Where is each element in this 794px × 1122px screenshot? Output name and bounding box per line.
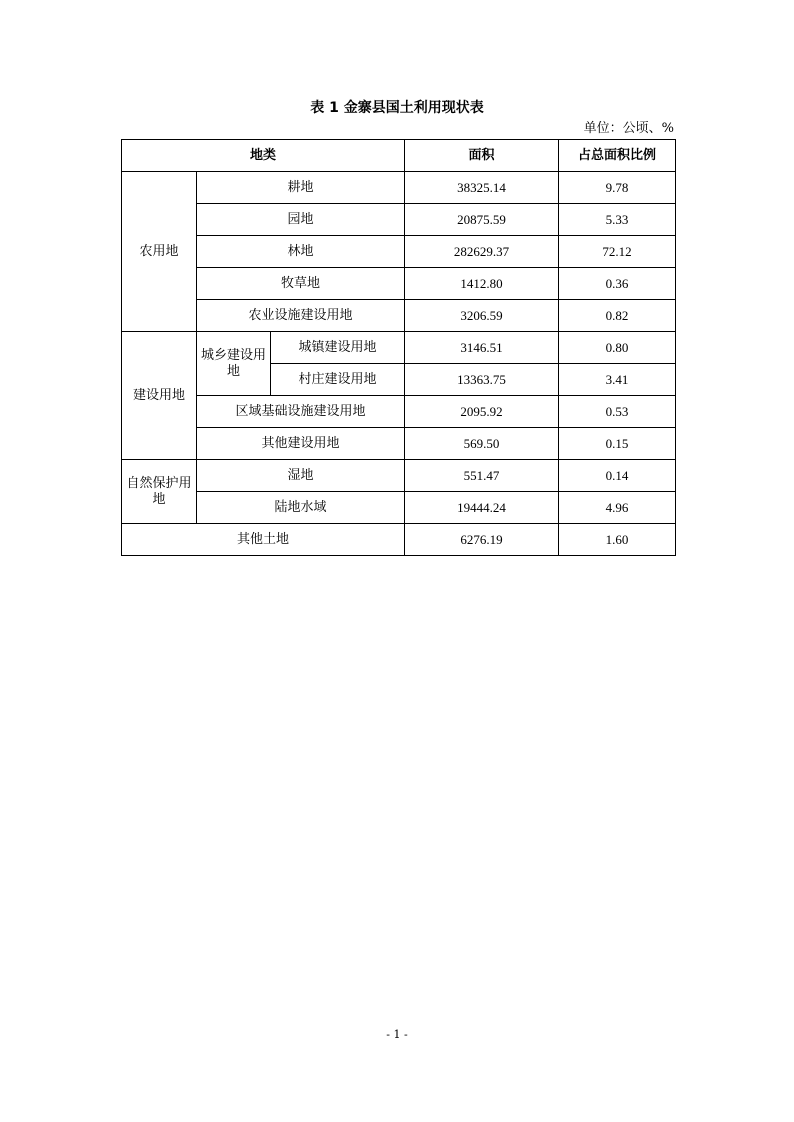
table-row [122, 204, 676, 236]
row-area: 569.50 [405, 428, 559, 460]
row-percent: 0.15 [559, 428, 676, 460]
unit-label: 单位：公顷、% [583, 121, 674, 136]
row-percent: 5.33 [559, 204, 676, 236]
table-row [122, 524, 676, 556]
row-percent: 0.53 [559, 396, 676, 428]
land-use-table [121, 139, 676, 556]
row-name: 村庄建设用地 [271, 364, 405, 396]
row-area: 20875.59 [405, 204, 559, 236]
row-name: 湿地 [197, 460, 405, 492]
header-category: 地类 [122, 140, 405, 172]
row-percent: 1.60 [559, 524, 676, 556]
subgroup-urban-rural: 城乡建设用地 [197, 332, 271, 396]
row-area: 2095.92 [405, 396, 559, 428]
row-area: 3206.59 [405, 300, 559, 332]
row-area: 3146.51 [405, 332, 559, 364]
row-name: 园地 [197, 204, 405, 236]
row-percent: 0.36 [559, 268, 676, 300]
row-area: 1412.80 [405, 268, 559, 300]
row-area: 38325.14 [405, 172, 559, 204]
group-nature-protection: 自然保护用地 [122, 460, 197, 524]
table-row [122, 332, 676, 364]
row-area: 551.47 [405, 460, 559, 492]
row-name: 其他建设用地 [197, 428, 405, 460]
row-name: 林地 [197, 236, 405, 268]
row-area: 282629.37 [405, 236, 559, 268]
table-title: 表 1 金寨县国土利用现状表 [310, 100, 484, 116]
row-percent: 0.82 [559, 300, 676, 332]
table-row [122, 268, 676, 300]
table-row [122, 492, 676, 524]
row-area: 19444.24 [405, 492, 559, 524]
row-name: 农业设施建设用地 [197, 300, 405, 332]
group-agricultural: 农用地 [122, 172, 197, 332]
row-percent: 9.78 [559, 172, 676, 204]
table-row [122, 396, 676, 428]
row-name: 区域基础设施建设用地 [197, 396, 405, 428]
table-header-row [122, 140, 676, 172]
table-row [122, 428, 676, 460]
table-row [122, 236, 676, 268]
table-row [122, 172, 676, 204]
header-area: 面积 [405, 140, 559, 172]
group-construction: 建设用地 [122, 332, 197, 460]
row-name: 城镇建设用地 [271, 332, 405, 364]
row-name: 陆地水域 [197, 492, 405, 524]
row-name: 耕地 [197, 172, 405, 204]
row-name: 牧草地 [197, 268, 405, 300]
header-percent: 占总面积比例 [559, 140, 676, 172]
page-number: - 1 - [386, 1028, 408, 1041]
table-row [122, 300, 676, 332]
row-percent: 0.14 [559, 460, 676, 492]
row-area: 6276.19 [405, 524, 559, 556]
row-percent: 3.41 [559, 364, 676, 396]
row-percent: 4.96 [559, 492, 676, 524]
row-name: 其他土地 [122, 524, 405, 556]
table-row [122, 460, 676, 492]
row-area: 13363.75 [405, 364, 559, 396]
row-percent: 0.80 [559, 332, 676, 364]
row-percent: 72.12 [559, 236, 676, 268]
